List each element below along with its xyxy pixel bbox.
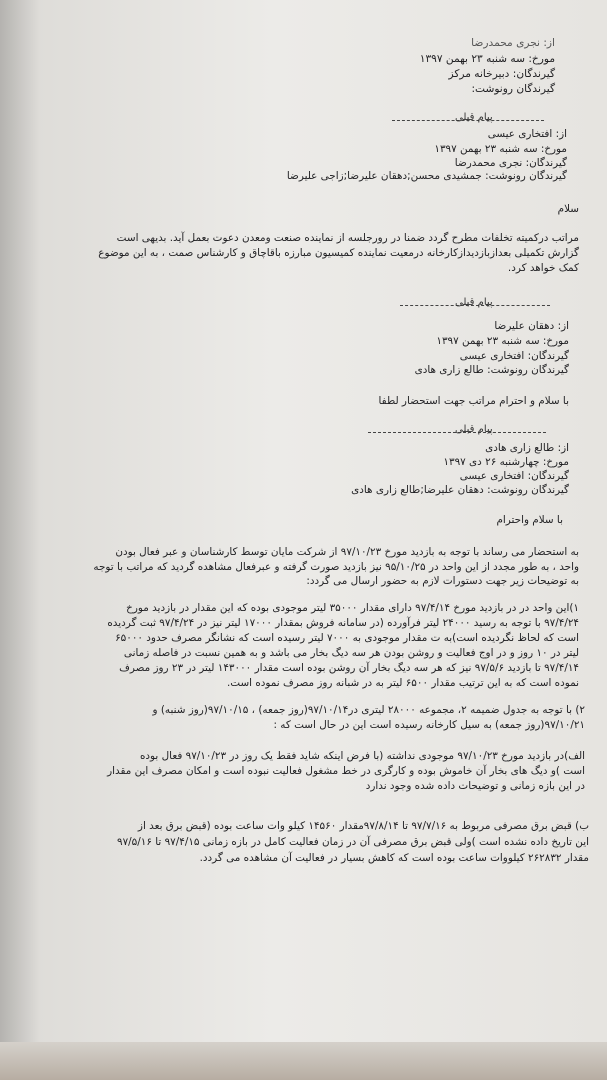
msg3-intro-line-1: به استحضار می رساند با توجه به بازدید مورخ ۹۷/۱۰/۲۳ از شرکت مایان توسط کارشناسان و عبر فعال بودن (115, 546, 579, 558)
msg2-from: از: دهقان علیرضا (494, 320, 569, 332)
item1-line-3: است که لحاظ نگردیده است)به ت مقدار موجودی به ۷۰۰۰ لیتر رسیده است که نشانگر مصرف حدود ۶۵۰۰۰ (115, 632, 579, 644)
msg2-cc: گیرندگان رونوشت: طالع زاری هادی (414, 364, 569, 376)
itemB-line-3: مقدار ۲۶۲۸۳۲ کیلووات ساعت بوده است که کاهش بسیار در فعالیت آن مشاهده می گردد. (199, 852, 589, 864)
msg1-body-line-1: مراتب درکمیته تخلفات مطرح گردد ضمنا در رورجلسه از نماینده صنعت ومعدن دعوت بعمل آید. بدیهی است (116, 232, 579, 244)
msg2-body: با سلام و احترام مراتب جهت استحضار لطفا (378, 395, 569, 407)
msg3-intro-line-2: واحد ، به طور مجدد از این واحد در ۹۵/۱۰/۲۵ نیز بازدید صورت گرفته و عبرفعال مشاهده گردید که مراتب با توجه (93, 561, 579, 573)
itemA-line-3: در این بازه زمانی و توضیحات داده شده وجود ندارد (365, 780, 585, 792)
item1-line-6: نموده است که به این ترتیب مقدار ۶۵۰۰ لیتر به در شبانه روز مصرف نموده است. (226, 677, 579, 689)
msg3-date: مورخ: چهارشنبه ۲۶ دی ۱۳۹۷ (443, 456, 569, 468)
itemA-line-1: الف)در بازدید مورخ ۹۷/۱۰/۲۳ موجودی نداشته (با فرض اینکه شاید فقط یک روز در ۹۷/۱۰/۲۳ فعال بوده (139, 750, 585, 762)
item1-line-4: لیتر در ۱۰ روز و در اوج فعالیت و روشن بودن هر سه دیگ بخار می باشد و به همین نسبت در فاصله زمانی (123, 647, 579, 659)
msg3-greeting: با سلام واحترام (496, 514, 563, 526)
itemB-line-1: ب) قبض برق مصرفی مربوط به ۹۷/۷/۱۶ تا ۹۷/۸/۱۴مقدار ۱۴۵۶۰ کیلو وات ساعت بوده (قبض برق بعد از (137, 820, 589, 832)
separator-2-label: پیام قبلی (455, 297, 493, 308)
item1-line-2: ۹۷/۴/۲۴ با توجه به رسید ۲۴۰۰۰ لیتر فرآورده (در سامانه فروش بمقدار ۱۷۰۰۰ لیتر نیز در ۹۷/۴/۲۴ ثبت گردیده (107, 617, 579, 629)
msg2-to: گیرندگان: افتخاری عیسی (459, 350, 569, 362)
page-bottom-edge (0, 1042, 607, 1080)
itemB-line-2: این تاریخ داده نشده است )ولی قبض برق مصرفی آن در زمان فعالیت کامل در بازه زمانی ۹۷/۴/۱۵ تا ۹۷/۵/۱۶ (117, 836, 589, 848)
page-shadow (0, 0, 40, 1080)
msg1-to: گیرندگان: نجری محمدرضا (454, 157, 567, 169)
itemA-line-2: است )و دیگ های بخار آن خاموش بوده و کارگری در خط مشغول فعالیت نبوده است و امکان مصرف این مقدار (107, 765, 585, 777)
msg3-from: از: طالع زاری هادی (485, 442, 569, 454)
header-to: گیرندگان: دبیرخانه مرکز (448, 68, 555, 80)
msg3-to: گیرندگان: افتخاری عیسی (459, 470, 569, 482)
item2-line-1: ۲) با توجه به جدول ضمیمه ۲، مجموعه ۲۸۰۰۰ لیتری در۹۷/۱۰/۱۴(روز جمعه) ، ۹۷/۱۰/۱۵(روز شنبه) و (152, 704, 585, 716)
item2-line-2: ۹۷/۱۰/۲۱(روز جمعه) به سیل کارخانه رسیده است این در حال است که : (273, 719, 585, 731)
header-date: مورخ: سه شنبه ۲۳ بهمن ۱۳۹۷ (419, 53, 555, 65)
msg1-cc: گیرندگان رونوشت: جمشیدی محسن;دهقان علیرضا;زاجی علیرضا (286, 170, 567, 182)
separator-1-label: پیام قبلی (455, 112, 493, 123)
msg1-body-line-3: کمک خواهد کرد. (507, 262, 579, 274)
msg3-cc: گیرندگان رونوشت: دهقان علیرضا;طالع زاری هادی (351, 484, 569, 496)
msg1-body-line-2: گزارش تکمیلی بعدازبازدیدازکارخانه درمعیت نماینده کمیسیون مبارزه باقاچاق و کارشناس صمت ، به این موضوع (98, 247, 579, 259)
msg1-date: مورخ: سه شنبه ۲۳ بهمن ۱۳۹۷ (434, 143, 567, 155)
msg1-from: از: افتخاری عیسی (487, 128, 567, 140)
item1-line-1: ۱)این واحد در در بازدید مورخ ۹۷/۴/۱۴ دارای مقدار ۳۵۰۰۰ لیتر موجودی بوده که این مقدار در بازدید مورخ (126, 602, 579, 614)
header-from: از: نجری محمدرضا (471, 37, 555, 49)
item1-line-5: ۹۷/۴/۱۴ تا بازدید ۹۷/۵/۶ نیز که هر سه دیگ بخار آن روشن بوده است مقدار ۱۴۳۰۰۰ لیتر در ۲۳ روز مصرف (119, 662, 579, 674)
msg3-intro-line-3: به توضیحات زیر جهت دستورات لازم به حضور ارسال می گردد: (306, 575, 579, 587)
header-cc: گیرندگان رونوشت: (471, 83, 555, 95)
msg1-greeting: سلام (557, 203, 579, 215)
msg2-date: مورخ: سه شنبه ۲۳ بهمن ۱۳۹۷ (436, 335, 569, 347)
separator-3-label: پیام قبلی (455, 424, 493, 435)
